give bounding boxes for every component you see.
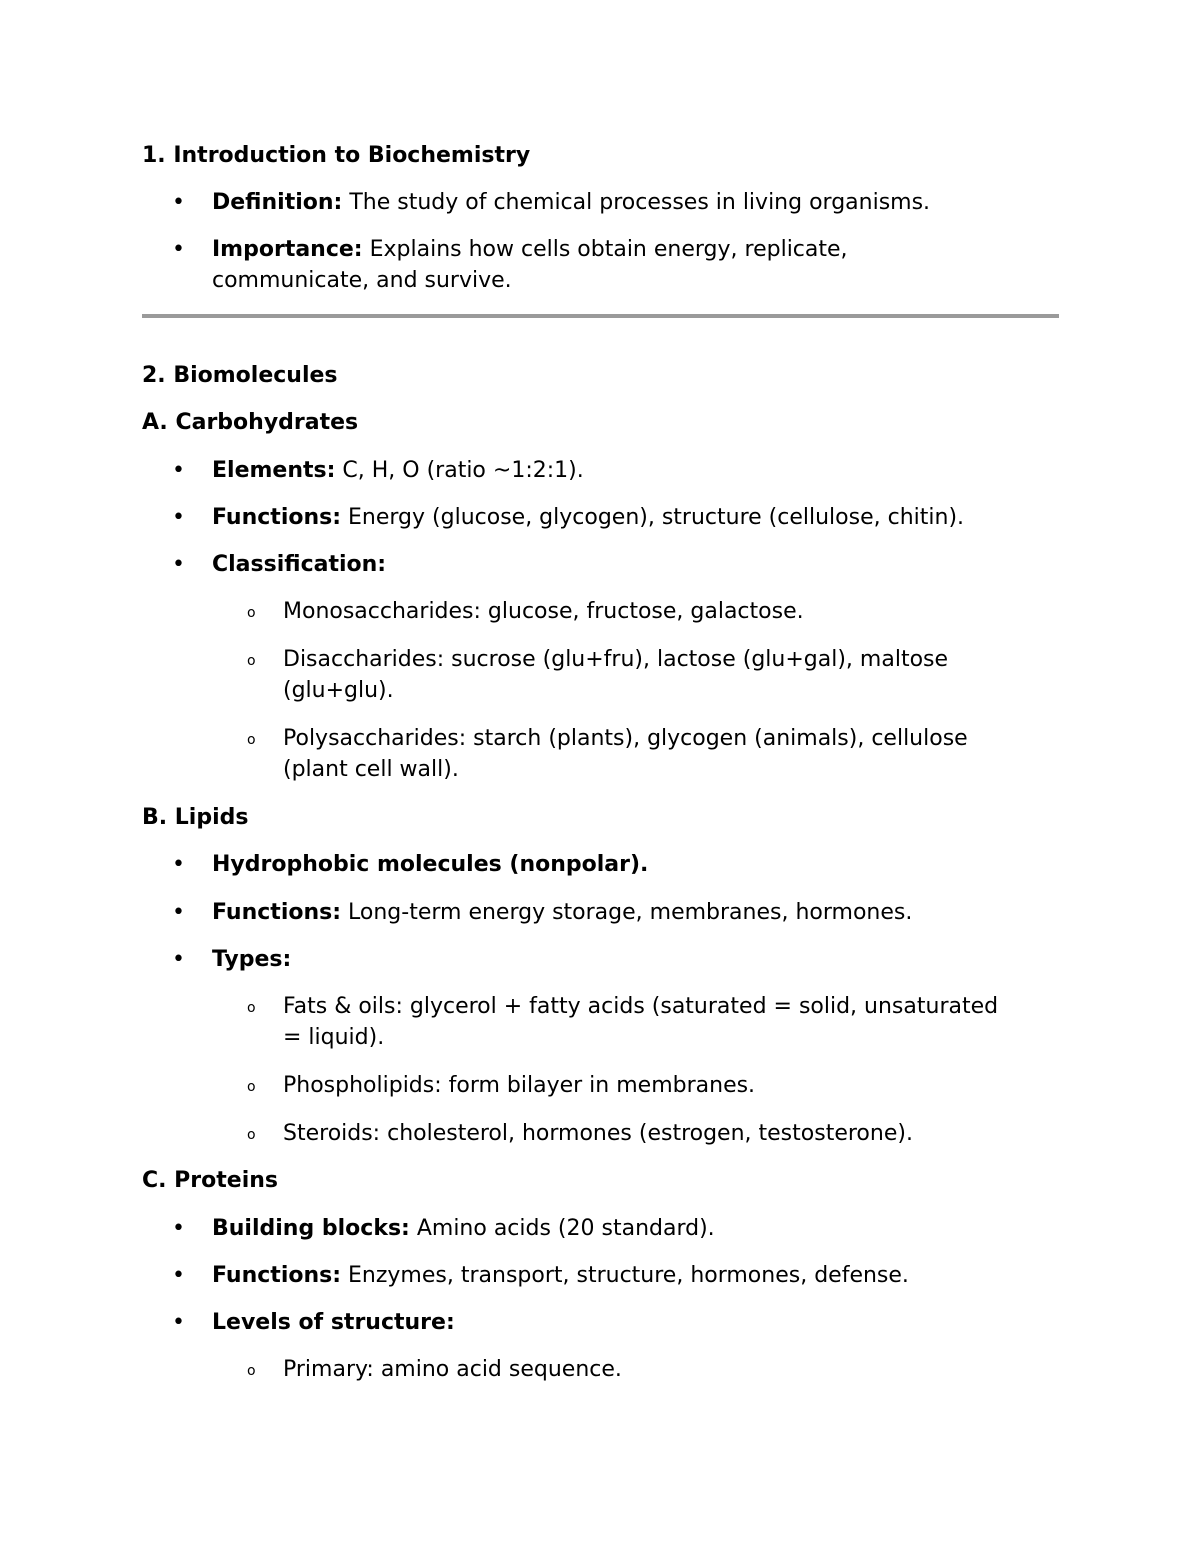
item-label: Functions: <box>212 900 342 925</box>
proteins-heading: C. Proteins <box>142 1168 278 1193</box>
sub-bullet-marker: o <box>247 732 256 748</box>
sub-bullet-marker: o <box>247 1363 256 1379</box>
bullet-marker: • <box>172 1310 185 1335</box>
item-label: Functions: <box>212 1263 342 1288</box>
section-1-heading: 1. Introduction to Biochemistry <box>142 143 531 168</box>
importance-item-continued: communicate, and survive. <box>212 268 512 293</box>
item-label: Definition: <box>212 190 343 215</box>
bullet-marker: • <box>172 1263 185 1288</box>
polysaccharides-item: Polysaccharides: starch (plants), glycogen (animals), cellulose <box>283 726 968 751</box>
sub-bullet-marker: o <box>247 1079 256 1095</box>
sub-bullet-marker: o <box>247 1127 256 1143</box>
bullet-marker: • <box>172 237 185 262</box>
bullet-marker: • <box>172 505 185 530</box>
bullet-marker: • <box>172 458 185 483</box>
bullet-marker: • <box>172 552 185 577</box>
sub-bullet-marker: o <box>247 653 256 669</box>
steroids-item: Steroids: cholesterol, hormones (estrogen, testosterone). <box>283 1121 913 1146</box>
item-text: Explains how cells obtain energy, replicate, <box>362 237 848 262</box>
item-label: Elements: <box>212 458 336 483</box>
item-label: Levels of structure: <box>212 1310 455 1335</box>
disaccharides-item: Disaccharides: sucrose (glu+fru), lactose (glu+gal), maltose <box>283 647 949 672</box>
proteins-building-blocks-item <box>212 1213 715 1244</box>
proteins-functions-item <box>212 1260 909 1291</box>
carbs-functions-item <box>212 502 964 533</box>
item-text: Enzymes, transport, structure, hormones, defense. <box>341 1263 909 1288</box>
fats-oils-item-continued: = liquid). <box>283 1025 385 1050</box>
bullet-marker: • <box>172 1216 185 1241</box>
monosaccharides-item: Monosaccharides: glucose, fructose, galactose. <box>283 599 804 624</box>
carbohydrates-heading: A. Carbohydrates <box>142 410 359 435</box>
carbs-classification-item <box>212 549 386 580</box>
item-label: Building blocks: <box>212 1216 410 1241</box>
item-text: The study of chemical processes in living organisms. <box>342 190 931 215</box>
lipids-heading: B. Lipids <box>142 805 249 830</box>
bullet-marker: • <box>172 852 185 877</box>
bullet-marker: • <box>172 900 185 925</box>
carbs-elements-item <box>212 455 584 486</box>
importance-item <box>212 234 848 265</box>
bullet-marker: • <box>172 947 185 972</box>
section-2-heading: 2. Biomolecules <box>142 363 338 388</box>
item-label: Functions: <box>212 505 342 530</box>
lipids-hydrophobic-item <box>212 849 648 880</box>
bullet-marker: • <box>172 190 185 215</box>
sub-bullet-marker: o <box>247 1000 256 1016</box>
proteins-levels-item <box>212 1307 455 1338</box>
sub-bullet-marker: o <box>247 605 256 621</box>
phospholipids-item: Phospholipids: form bilayer in membranes. <box>283 1073 756 1098</box>
polysaccharides-item-continued: (plant cell wall). <box>283 757 459 782</box>
item-text: Long-term energy storage, membranes, hormones. <box>341 900 913 925</box>
item-label: Importance: <box>212 237 363 262</box>
item-text: C, H, O (ratio ~1:2:1). <box>335 458 584 483</box>
definition-item <box>212 187 930 218</box>
lipids-functions-item <box>212 897 912 928</box>
item-text: Energy (glucose, glycogen), structure (cellulose, chitin). <box>341 505 965 530</box>
fats-oils-item: Fats & oils: glycerol + fatty acids (saturated = solid, unsaturated <box>283 994 999 1019</box>
disaccharides-item-continued: (glu+glu). <box>283 678 394 703</box>
item-label: Types: <box>212 947 292 972</box>
item-label: Classification: <box>212 552 387 577</box>
primary-structure-item: Primary: amino acid sequence. <box>283 1357 622 1382</box>
lipids-types-item <box>212 944 291 975</box>
item-text: Amino acids (20 standard). <box>409 1216 715 1241</box>
item-label: Hydrophobic molecules (nonpolar). <box>212 852 649 877</box>
horizontal-divider <box>142 314 1059 318</box>
